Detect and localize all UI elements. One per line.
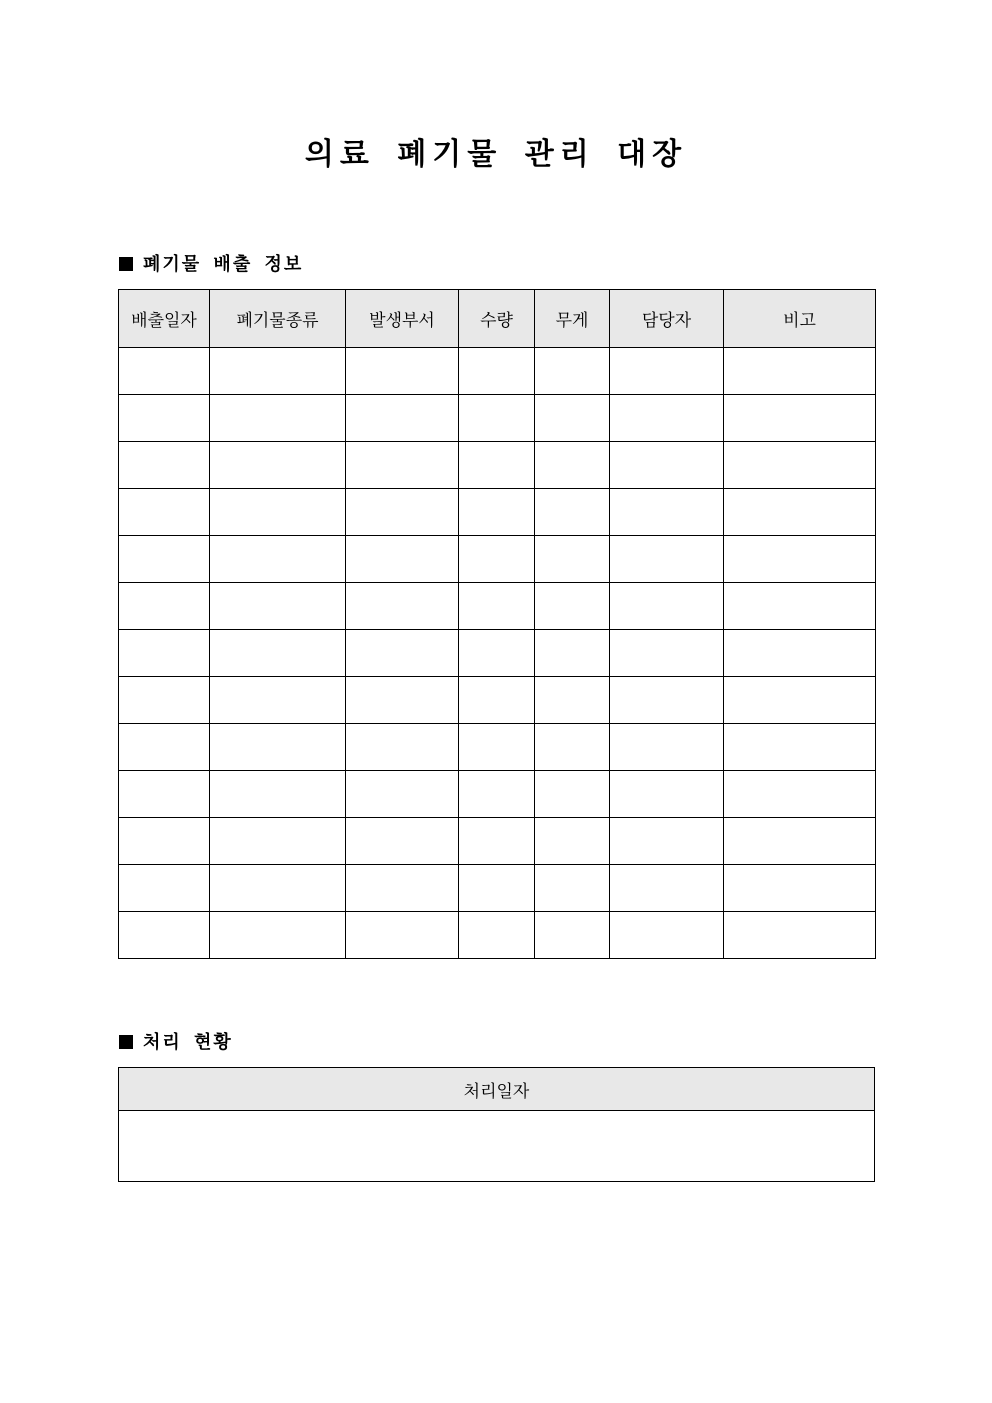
table-cell[interactable]	[459, 442, 535, 489]
table-cell[interactable]	[119, 395, 210, 442]
processing-header-row	[119, 1068, 875, 1111]
table-cell[interactable]	[610, 583, 724, 630]
column-header-remarks: 비고	[724, 290, 876, 348]
processing-table-row	[119, 1111, 875, 1182]
table-cell[interactable]	[346, 677, 459, 724]
table-cell[interactable]	[610, 489, 724, 536]
table-cell[interactable]	[119, 677, 210, 724]
table-cell[interactable]	[535, 536, 610, 583]
table-cell[interactable]	[535, 818, 610, 865]
emission-table-row	[119, 489, 876, 536]
table-cell[interactable]	[610, 677, 724, 724]
column-header-waste-type: 폐기물종류	[210, 290, 346, 348]
table-cell[interactable]	[459, 724, 535, 771]
emission-table-row	[119, 536, 876, 583]
table-cell[interactable]	[610, 771, 724, 818]
table-cell[interactable]	[610, 865, 724, 912]
table-cell[interactable]	[610, 536, 724, 583]
table-cell[interactable]	[346, 536, 459, 583]
table-cell[interactable]	[210, 724, 346, 771]
table-cell[interactable]	[459, 771, 535, 818]
column-header-person-in-charge: 담당자	[610, 290, 724, 348]
table-cell[interactable]	[724, 865, 876, 912]
square-bullet-icon	[119, 257, 133, 271]
processing-status-table	[118, 1067, 875, 1182]
table-cell[interactable]	[535, 583, 610, 630]
column-header-department: 발생부서	[346, 290, 459, 348]
table-cell[interactable]	[210, 818, 346, 865]
table-cell[interactable]	[724, 442, 876, 489]
table-cell[interactable]	[610, 630, 724, 677]
table-cell[interactable]	[610, 348, 724, 395]
table-cell[interactable]	[119, 442, 210, 489]
table-cell[interactable]	[346, 442, 459, 489]
emission-table-row	[119, 677, 876, 724]
table-cell[interactable]	[210, 771, 346, 818]
column-header-emission-date: 배출일자	[119, 290, 210, 348]
table-cell[interactable]	[610, 724, 724, 771]
table-cell[interactable]	[724, 677, 876, 724]
table-cell[interactable]	[535, 442, 610, 489]
table-cell[interactable]	[724, 583, 876, 630]
table-cell[interactable]	[346, 489, 459, 536]
table-cell[interactable]	[459, 395, 535, 442]
emission-table-row	[119, 583, 876, 630]
table-cell[interactable]	[210, 912, 346, 959]
column-header-quantity: 수량	[459, 290, 535, 348]
table-cell[interactable]	[535, 724, 610, 771]
table-cell[interactable]	[346, 865, 459, 912]
table-cell[interactable]	[535, 348, 610, 395]
table-cell[interactable]	[346, 583, 459, 630]
table-cell[interactable]	[119, 1111, 875, 1182]
table-cell[interactable]	[459, 489, 535, 536]
emission-table-row	[119, 630, 876, 677]
table-cell[interactable]	[119, 489, 210, 536]
table-cell[interactable]	[119, 818, 210, 865]
table-cell[interactable]	[535, 630, 610, 677]
emission-table-row	[119, 724, 876, 771]
square-bullet-icon	[119, 1035, 133, 1049]
table-cell[interactable]	[724, 348, 876, 395]
emission-table-row	[119, 395, 876, 442]
table-cell[interactable]	[459, 677, 535, 724]
table-cell[interactable]	[610, 395, 724, 442]
table-cell[interactable]	[210, 677, 346, 724]
table-cell[interactable]	[210, 583, 346, 630]
table-cell[interactable]	[459, 348, 535, 395]
table-cell[interactable]	[210, 630, 346, 677]
column-header-weight: 무게	[535, 290, 610, 348]
table-cell[interactable]	[459, 865, 535, 912]
table-cell[interactable]	[346, 912, 459, 959]
table-cell[interactable]	[119, 583, 210, 630]
table-cell[interactable]	[210, 348, 346, 395]
table-cell[interactable]	[724, 395, 876, 442]
table-cell[interactable]	[610, 818, 724, 865]
column-header-processing-date: 처리일자	[119, 1068, 875, 1111]
emission-section-title: 폐기물 배출 정보	[143, 254, 304, 275]
table-cell[interactable]	[119, 865, 210, 912]
table-cell[interactable]	[210, 865, 346, 912]
table-cell[interactable]	[535, 771, 610, 818]
processing-section-title: 처리 현황	[143, 1032, 233, 1053]
table-cell[interactable]	[535, 865, 610, 912]
emission-header-row	[119, 290, 876, 348]
emission-info-table	[118, 289, 876, 959]
table-cell[interactable]	[210, 536, 346, 583]
emission-section-heading	[119, 253, 303, 277]
table-cell[interactable]	[535, 395, 610, 442]
table-cell[interactable]	[535, 677, 610, 724]
emission-table-row	[119, 442, 876, 489]
emission-table-row	[119, 818, 876, 865]
table-cell[interactable]	[119, 771, 210, 818]
table-cell[interactable]	[346, 724, 459, 771]
table-cell[interactable]	[346, 395, 459, 442]
table-cell[interactable]	[459, 583, 535, 630]
table-cell[interactable]	[210, 489, 346, 536]
table-cell[interactable]	[724, 818, 876, 865]
emission-table-row	[119, 348, 876, 395]
table-cell[interactable]	[459, 818, 535, 865]
table-cell[interactable]	[724, 630, 876, 677]
table-cell[interactable]	[535, 912, 610, 959]
emission-table-row	[119, 771, 876, 818]
table-cell[interactable]	[119, 724, 210, 771]
emission-table-row	[119, 912, 876, 959]
table-cell[interactable]	[610, 912, 724, 959]
table-cell[interactable]	[346, 348, 459, 395]
table-cell[interactable]	[119, 536, 210, 583]
table-cell[interactable]	[724, 489, 876, 536]
table-cell[interactable]	[346, 630, 459, 677]
table-cell[interactable]	[724, 724, 876, 771]
table-cell[interactable]	[119, 912, 210, 959]
table-cell[interactable]	[535, 489, 610, 536]
table-cell[interactable]	[724, 536, 876, 583]
table-cell[interactable]	[459, 630, 535, 677]
document-title: 의료 폐기물 관리 대장	[304, 137, 688, 172]
table-cell[interactable]	[346, 771, 459, 818]
table-cell[interactable]	[210, 395, 346, 442]
table-cell[interactable]	[610, 442, 724, 489]
table-cell[interactable]	[459, 536, 535, 583]
table-cell[interactable]	[119, 630, 210, 677]
table-cell[interactable]	[210, 442, 346, 489]
table-cell[interactable]	[724, 771, 876, 818]
table-cell[interactable]	[459, 912, 535, 959]
table-cell[interactable]	[346, 818, 459, 865]
table-cell[interactable]	[724, 912, 876, 959]
emission-table-row	[119, 865, 876, 912]
table-cell[interactable]	[119, 348, 210, 395]
processing-section-heading	[119, 1031, 233, 1055]
